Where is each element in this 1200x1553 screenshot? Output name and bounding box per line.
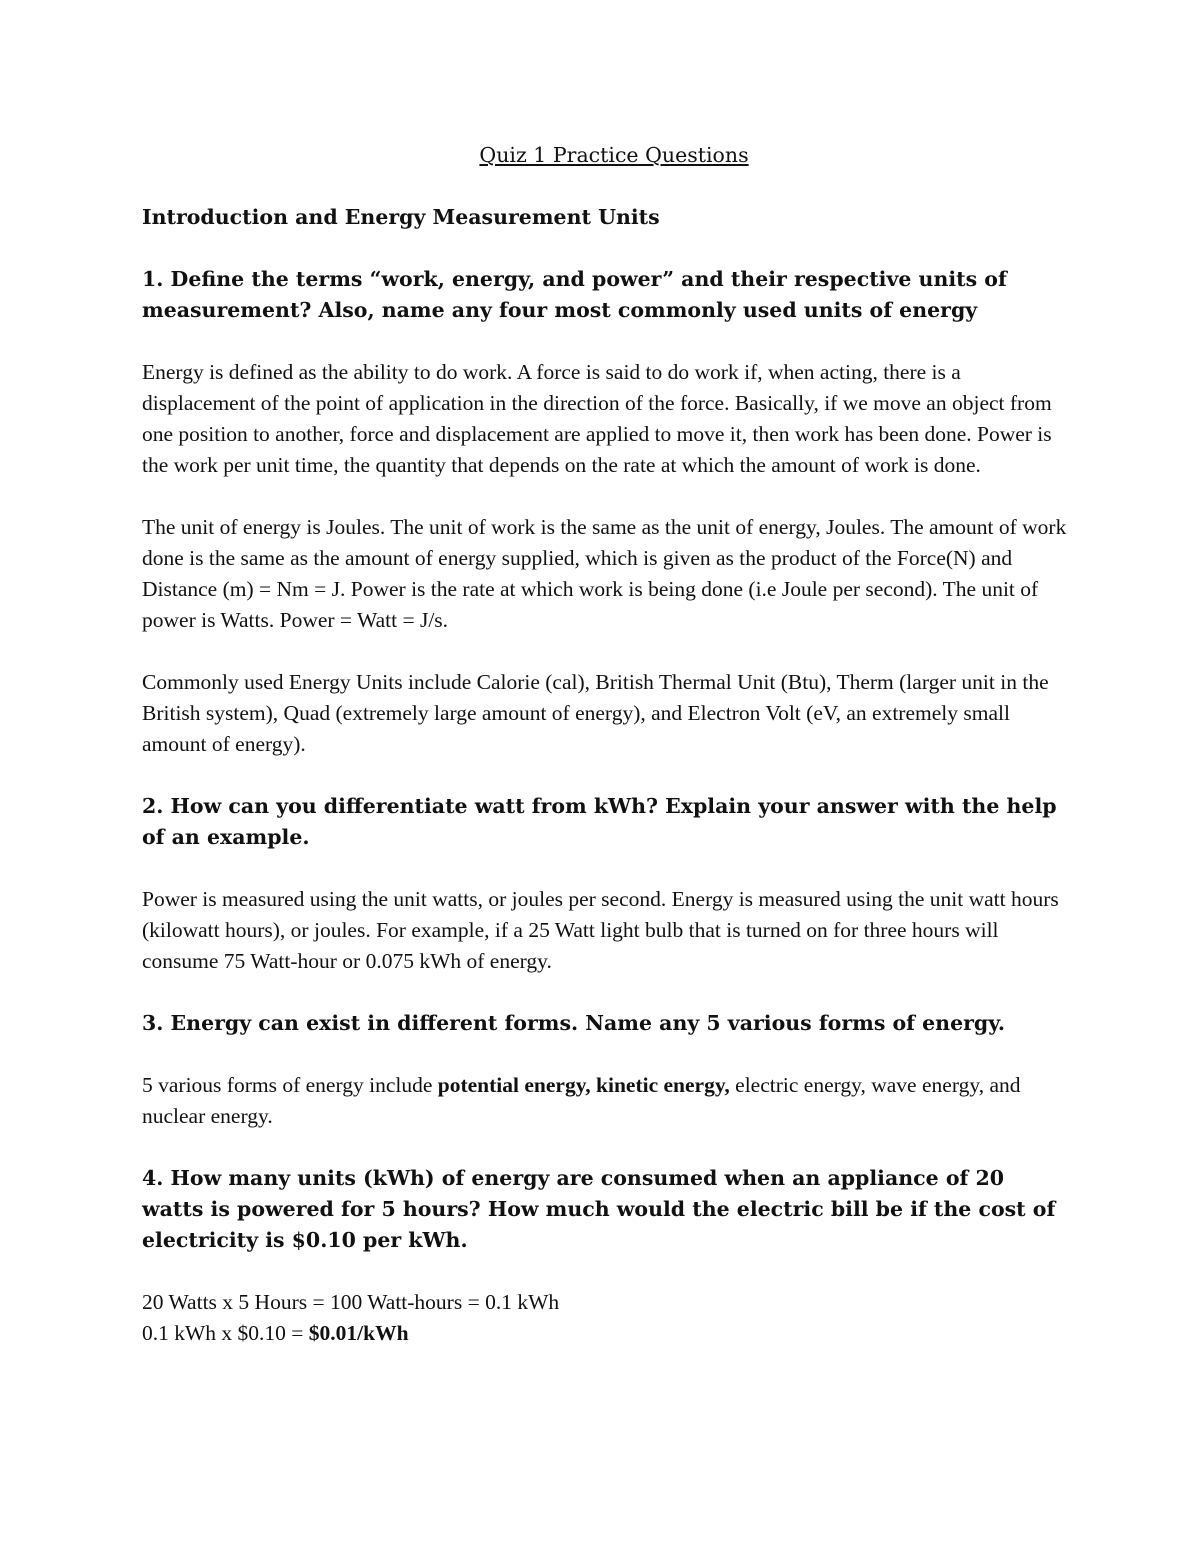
answer-4-line-1: 20 Watts x 5 Hours = 100 Watt-hours = 0.1 kWh <box>142 1290 560 1314</box>
question-3: 3. Energy can exist in different forms. Name any 5 various forms of energy. <box>142 1011 1005 1035</box>
question-2: 2. How can you differentiate watt from kWh? Explain your answer with the help of an example. <box>142 794 1057 849</box>
document-page <box>142 140 1072 1349</box>
answer-3 <box>142 1070 1072 1132</box>
page-title: Quiz 1 Practice Questions <box>479 143 749 167</box>
answer-3-suffix: electric energy, wave energy, and nuclear energy. <box>142 1073 1021 1128</box>
answer-3-prefix: 5 various forms of energy include <box>142 1073 438 1097</box>
answer-1-paragraph-1: Energy is defined as the ability to do work. A force is said to do work if, when acting, there is a displacement of the point of application in the direction of the force. Basically, if we move an object from one position to another, force and displacement are applied to move it, then work has been done. Power is the work per unit time, the quantity that depends on the rate at which the amount of work is done. <box>142 360 1052 477</box>
answer-2: Power is measured using the unit watts, or joules per second. Energy is measured using the unit watt hours (kilowatt hours), or joules. For example, if a 25 Watt light bulb that is turned on for three hours will consume 75 Watt-hour or 0.075 kWh of energy. <box>142 887 1059 973</box>
answer-3-bold-forms: potential energy, kinetic energy, <box>437 1073 730 1097</box>
answer-1-paragraph-2: The unit of energy is Joules. The unit of work is the same as the unit of energy, Joules. The amount of work done is the same as the amount of energy supplied, which is given as the product of the Force(N) and Distance (m) = Nm = J. Power is the rate at which work is being done (i.e Joule per second). The unit of power is Watts. Power = Watt = J/s. <box>142 515 1067 632</box>
answer-1-paragraph-3: Commonly used Energy Units include Calorie (cal), British Thermal Unit (Btu), Therm (larger unit in the British system), Quad (extremely large amount of energy), and Electron Volt (eV, an extremely small amount of energy). <box>142 670 1049 756</box>
question-4: 4. How many units (kWh) of energy are consumed when an appliance of 20 watts is powered for 5 hours? How much would the electric bill be if the cost of electricity is $0.10 per kWh. <box>142 1166 1056 1252</box>
question-1: 1. Define the terms “work, energy, and power” and their respective units of measurement? Also, name any four most commonly used units of energy <box>142 267 1007 322</box>
answer-4-line-2 <box>142 1318 1072 1349</box>
answer-4-line-2-prefix: 0.1 kWh x $0.10 = <box>142 1321 309 1345</box>
answer-4-result: $0.01/kWh <box>308 1321 409 1345</box>
section-heading: Introduction and Energy Measurement Units <box>142 205 660 229</box>
